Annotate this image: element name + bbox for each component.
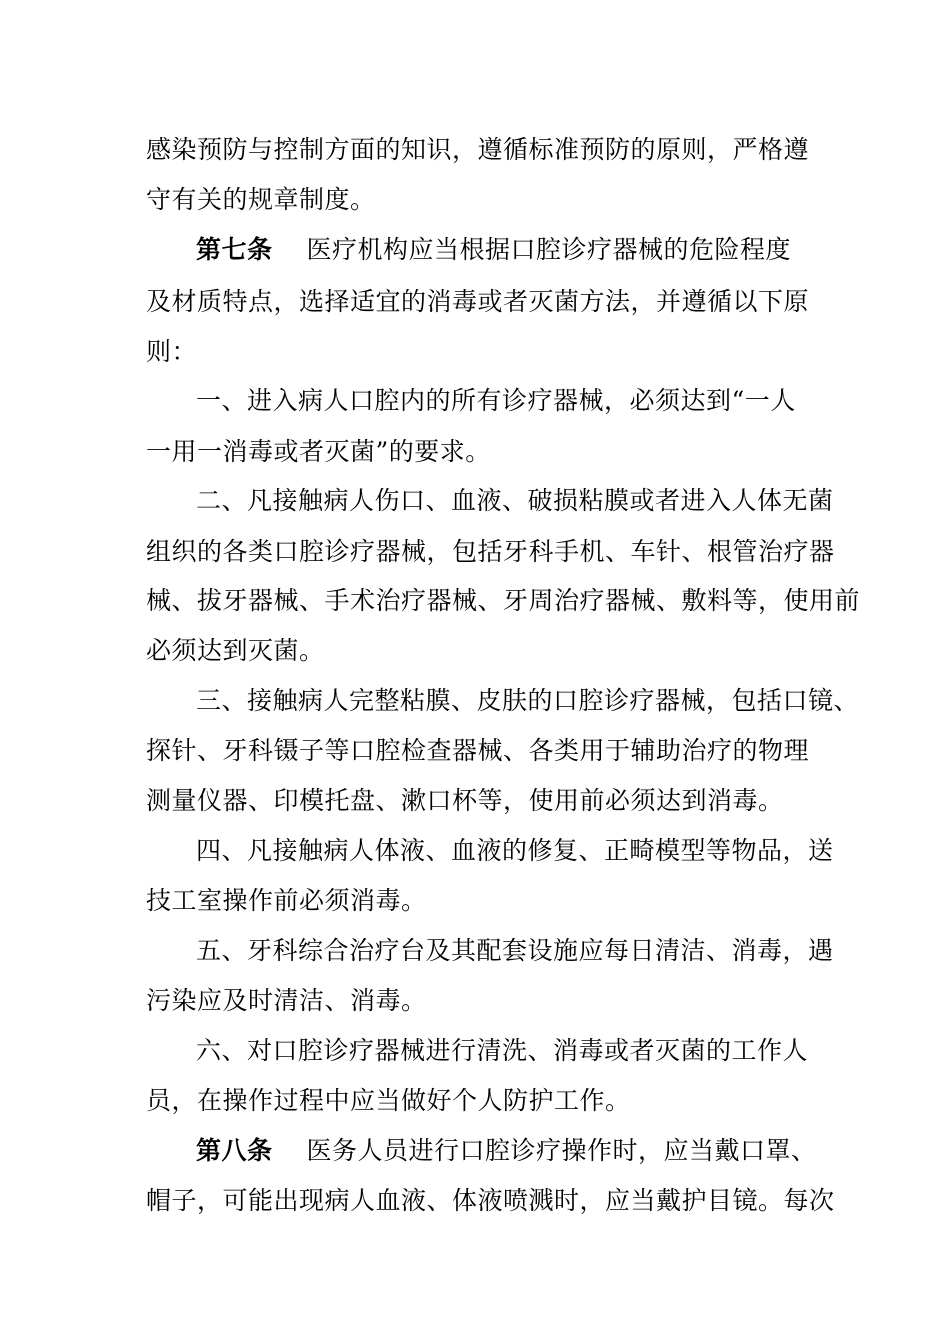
text-line: 感染预防与控制方面的知识，遵循标准预防的原则，严格遵 bbox=[146, 135, 810, 164]
text-line: 二、凡接触病人伤口、血液、破损粘膜或者进入人体无菌 bbox=[196, 486, 834, 515]
text-line: 一用一消毒或者灭菌”的要求。 bbox=[146, 437, 491, 466]
text-line: 必须达到灭菌。 bbox=[146, 636, 325, 665]
article-8-paragraph-start bbox=[196, 1136, 817, 1166]
text-line: 三、接触病人完整粘膜、皮肤的口腔诊疗器械，包括口镜、 bbox=[196, 686, 860, 715]
text-line: 及材质特点，选择适宜的消毒或者灭菌方法，并遵循以下原 bbox=[146, 287, 810, 316]
text-line: 六、对口腔诊疗器械进行清洗、消毒或者灭菌的工作人 bbox=[196, 1036, 809, 1065]
article-7-paragraph-start bbox=[196, 235, 791, 265]
text-line: 组织的各类口腔诊疗器械，包括牙科手机、车针、根管治疗器 bbox=[146, 537, 835, 566]
text-line: 四、凡接触病人体液、血液的修复、正畸模型等物品，送 bbox=[196, 836, 834, 865]
text-line: 医务人员进行口腔诊疗操作时，应当戴口罩、 bbox=[306, 1136, 817, 1165]
text-line: 一、进入病人口腔内的所有诊疗器械，必须达到“一人 bbox=[196, 386, 796, 415]
article-8-heading: 第八条 bbox=[196, 1136, 273, 1165]
text-line: 帽子，可能出现病人血液、体液喷溅时，应当戴护目镜。每次 bbox=[146, 1186, 835, 1215]
article-7-heading: 第七条 bbox=[196, 235, 273, 264]
text-line: 则： bbox=[146, 337, 198, 366]
text-line: 探针、牙科镊子等口腔检查器械、各类用于辅助治疗的物理 bbox=[146, 736, 810, 765]
text-line: 员，在操作过程中应当做好个人防护工作。 bbox=[146, 1086, 631, 1115]
text-line: 污染应及时清洁、消毒。 bbox=[146, 986, 427, 1015]
text-line: 技工室操作前必须消毒。 bbox=[146, 886, 427, 915]
text-line: 测量仪器、印模托盘、漱口杯等，使用前必须达到消毒。 bbox=[146, 786, 784, 815]
text-line: 医疗机构应当根据口腔诊疗器械的危险程度 bbox=[306, 235, 792, 264]
text-line: 械、拔牙器械、手术治疗器械、牙周治疗器械、敷料等，使用前 bbox=[146, 586, 861, 615]
text-line: 五、牙科综合治疗台及其配套设施应每日清洁、消毒，遇 bbox=[196, 936, 834, 965]
text-line: 守有关的规章制度。 bbox=[146, 185, 376, 214]
